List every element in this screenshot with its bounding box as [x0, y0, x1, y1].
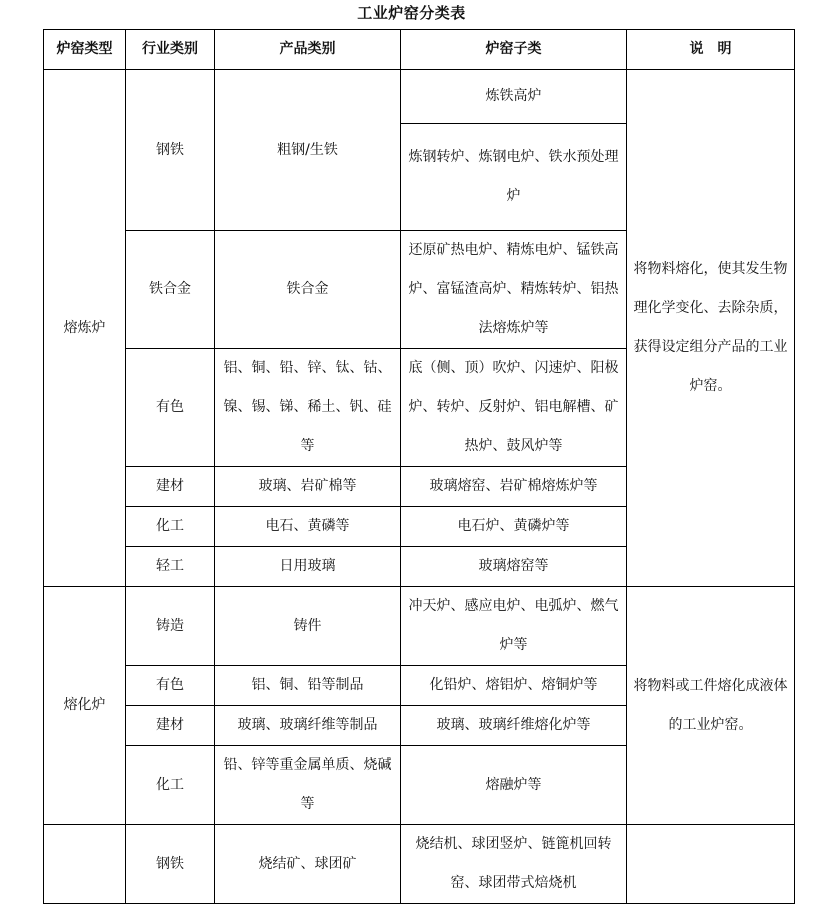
subtype-cell: 电石炉、黄磷炉等 — [401, 507, 627, 547]
table-row — [44, 587, 795, 666]
subtype-cell: 炼铁高炉 — [401, 70, 627, 124]
subtype-cell: 玻璃熔窑、岩矿棉熔炼炉等 — [401, 467, 627, 507]
subtype-cell: 还原矿热电炉、精炼电炉、锰铁高炉、富锰渣高炉、精炼转炉、铝热法熔炼炉等 — [401, 231, 627, 349]
industry-cell: 钢铁 — [126, 70, 215, 231]
product-cell: 粗钢/生铁 — [215, 70, 401, 231]
product-cell: 铝、铜、铅、锌、钛、钴、镍、锡、锑、稀土、钒、硅等 — [215, 349, 401, 467]
table-title: 工业炉窑分类表 — [357, 4, 466, 22]
subtype-cell: 烧结机、球团竖炉、链篦机回转窑、球团带式焙烧机 — [401, 825, 627, 904]
industry-cell: 化工 — [126, 507, 215, 547]
product-cell: 玻璃、岩矿棉等 — [215, 467, 401, 507]
furnace-classification-table — [43, 29, 795, 904]
header-description: 说 明 — [627, 30, 795, 70]
product-cell: 铝、铜、铅等制品 — [215, 666, 401, 706]
industry-cell: 铸造 — [126, 587, 215, 666]
header-industry: 行业类别 — [126, 30, 215, 70]
subtype-cell: 底（侧、顶）吹炉、闪速炉、阳极炉、转炉、反射炉、铝电解槽、矿热炉、鼓风炉等 — [401, 349, 627, 467]
description-cell: 将物料或工件熔化成液体的工业炉窑。 — [627, 587, 795, 825]
description-cell: 将物料熔化，使其发生物理化学变化、去除杂质，获得设定组分产品的工业炉窑。 — [627, 70, 795, 587]
subtype-cell: 化铅炉、熔铝炉、熔铜炉等 — [401, 666, 627, 706]
subtype-cell: 炼钢转炉、炼钢电炉、铁水预处理炉 — [401, 124, 627, 231]
furnace-type-cell — [44, 825, 126, 904]
header-furnace-type: 炉窑类型 — [44, 30, 126, 70]
header-row — [44, 30, 795, 70]
industry-cell: 建材 — [126, 706, 215, 746]
product-cell: 铁合金 — [215, 231, 401, 349]
industry-cell: 有色 — [126, 349, 215, 467]
furnace-type-cell: 熔炼炉 — [44, 70, 126, 587]
subtype-cell: 冲天炉、感应电炉、电弧炉、燃气炉等 — [401, 587, 627, 666]
product-cell: 铅、锌等重金属单质、烧碱等 — [215, 746, 401, 825]
product-cell: 玻璃、玻璃纤维等制品 — [215, 706, 401, 746]
description-cell — [627, 825, 795, 904]
table-row — [44, 70, 795, 124]
product-cell: 日用玻璃 — [215, 547, 401, 587]
industry-cell: 钢铁 — [126, 825, 215, 904]
product-cell: 电石、黄磷等 — [215, 507, 401, 547]
industry-cell: 轻工 — [126, 547, 215, 587]
subtype-cell: 玻璃、玻璃纤维熔化炉等 — [401, 706, 627, 746]
header-product: 产品类别 — [215, 30, 401, 70]
industry-cell: 化工 — [126, 746, 215, 825]
product-cell: 烧结矿、球团矿 — [215, 825, 401, 904]
table-row — [44, 825, 795, 904]
product-cell: 铸件 — [215, 587, 401, 666]
industry-cell: 铁合金 — [126, 231, 215, 349]
subtype-cell: 熔融炉等 — [401, 746, 627, 825]
furnace-type-cell: 熔化炉 — [44, 587, 126, 825]
industry-cell: 建材 — [126, 467, 215, 507]
header-subtype: 炉窑子类 — [401, 30, 627, 70]
industry-cell: 有色 — [126, 666, 215, 706]
subtype-cell: 玻璃熔窑等 — [401, 547, 627, 587]
